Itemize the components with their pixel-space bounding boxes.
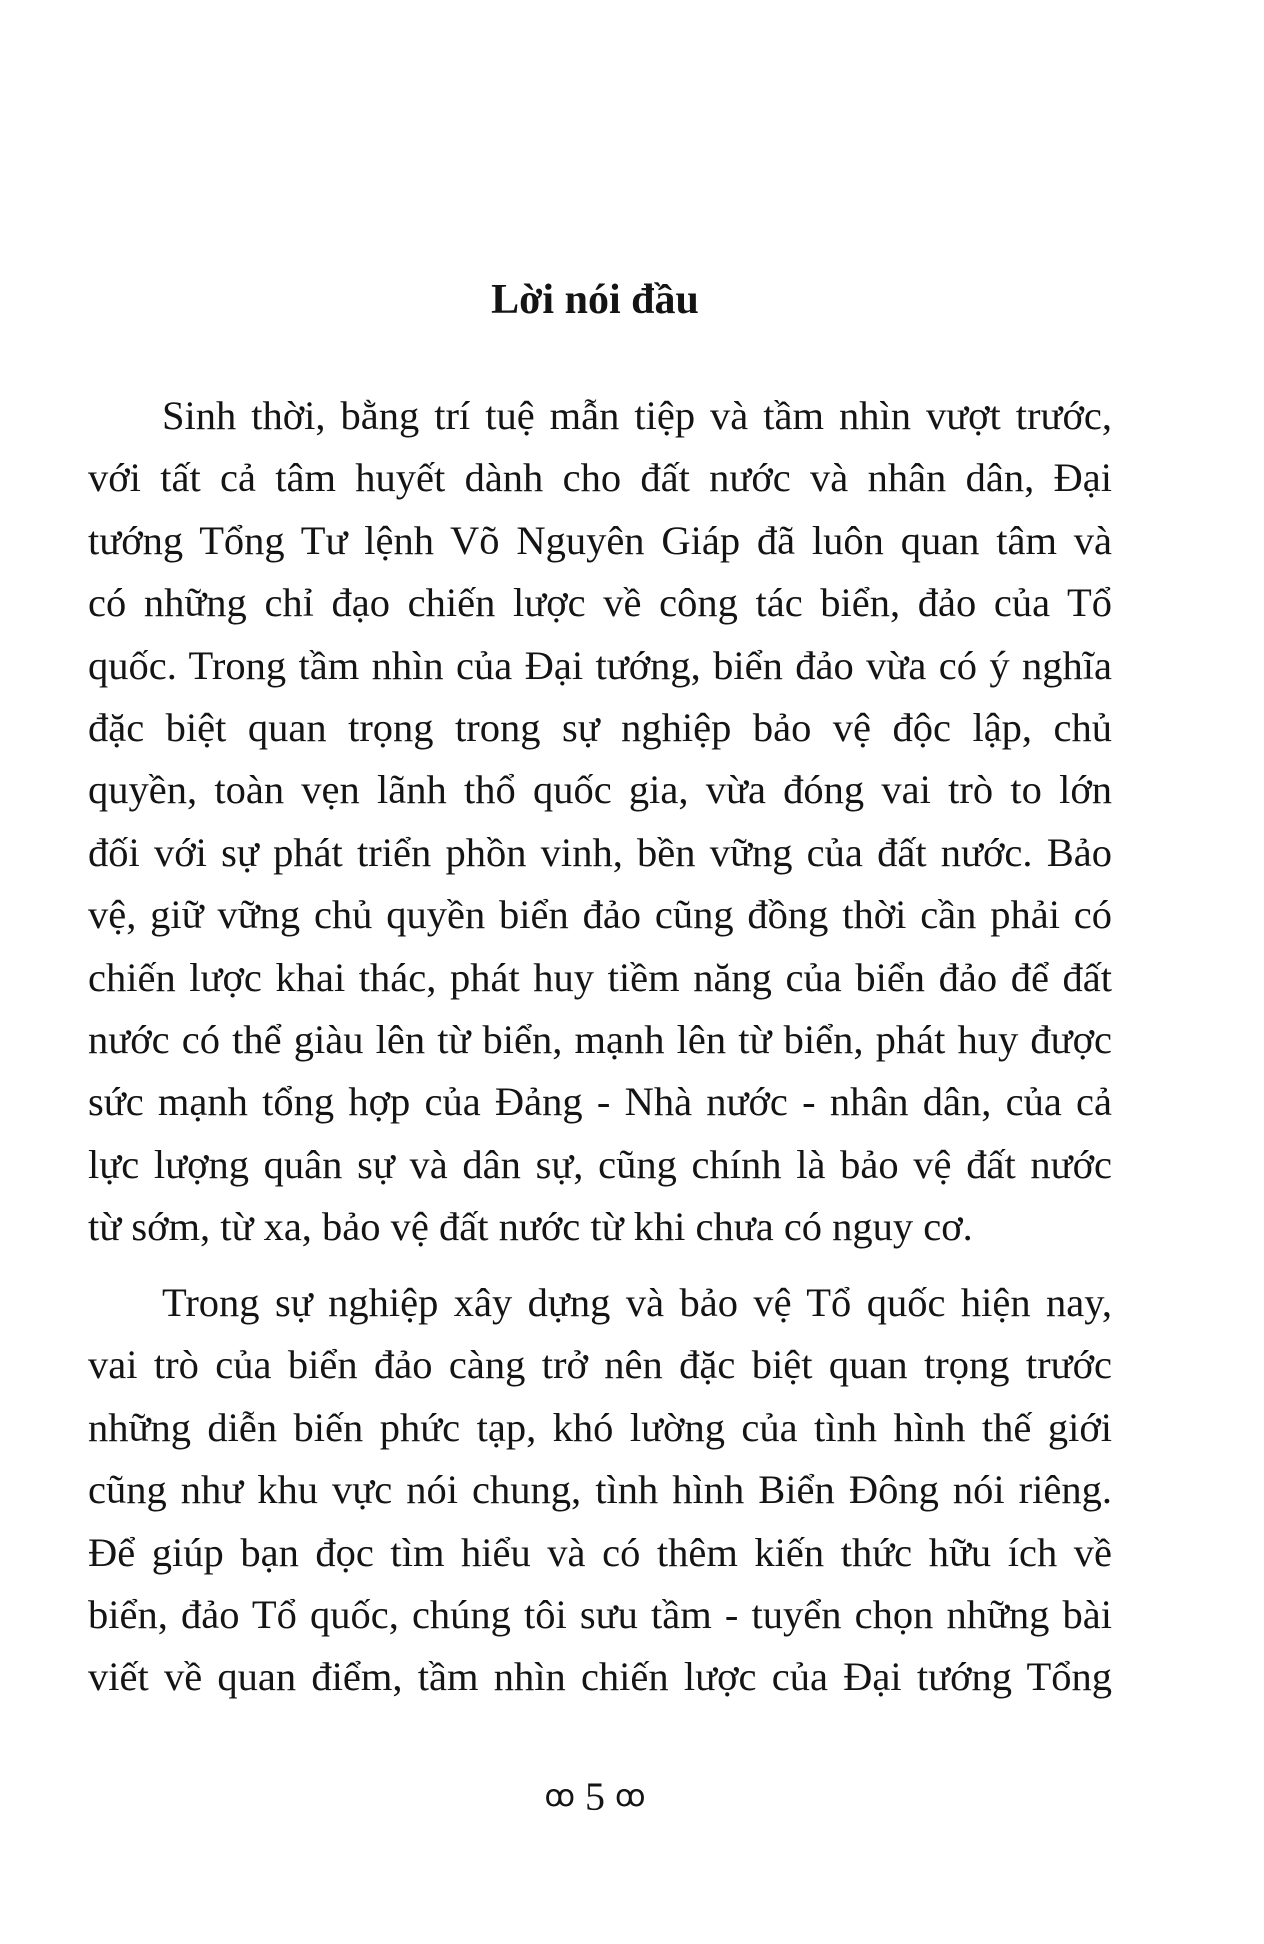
text-line: từ sớm, từ xa, bảo vệ đất nước từ khi chưa có nguy cơ. bbox=[88, 1204, 973, 1250]
text-line: vai trò của biển đảo càng trở nên đặc biệt quan trọng trước bbox=[88, 1342, 1112, 1388]
text-line: biển, đảo Tổ quốc, chúng tôi sưu tầm - tuyển chọn những bài bbox=[88, 1592, 1112, 1638]
text-line: sức mạnh tổng hợp của Đảng - Nhà nước - nhân dân, của cả bbox=[88, 1079, 1112, 1125]
page-number: 5 bbox=[585, 1774, 605, 1819]
page-footer bbox=[0, 1772, 1190, 1822]
text-line: chiến lược khai thác, phát huy tiềm năng của biển đảo để đất bbox=[88, 954, 1112, 1000]
text-line: với tất cả tâm huyết dành cho đất nước và nhân dân, Đại bbox=[88, 455, 1112, 501]
ornament-right-icon: ꝏ bbox=[615, 1779, 646, 1814]
page-title: Lời nói đầu bbox=[491, 277, 699, 323]
text-line: cũng như khu vực nói chung, tình hình Biển Đông nói riêng. bbox=[88, 1467, 1112, 1513]
text-line: có những chỉ đạo chiến lược về công tác biển, đảo của Tổ bbox=[88, 580, 1112, 626]
text-line: những diễn biến phức tạp, khó lường của tình hình thế giới bbox=[88, 1404, 1112, 1450]
paragraph-1 bbox=[88, 385, 1112, 1259]
text-line: Để giúp bạn đọc tìm hiểu và có thêm kiến thức hữu ích về bbox=[88, 1529, 1112, 1575]
text-line: lực lượng quân sự và dân sự, cũng chính là bảo vệ đất nước bbox=[88, 1141, 1112, 1187]
text-line: tướng Tổng Tư lệnh Võ Nguyên Giáp đã luôn quan tâm và bbox=[88, 517, 1112, 563]
text-line: quốc. Trong tầm nhìn của Đại tướng, biển đảo vừa có ý nghĩa bbox=[88, 642, 1112, 688]
paragraph-2 bbox=[88, 1272, 1112, 1709]
text-line: Trong sự nghiệp xây dựng và bảo vệ Tổ quốc hiện nay, bbox=[162, 1280, 1112, 1325]
text-line: quyền, toàn vẹn lãnh thổ quốc gia, vừa đóng vai trò to lớn bbox=[88, 767, 1112, 813]
text-line: vệ, giữ vững chủ quyền biển đảo cũng đồng thời cần phải có bbox=[88, 892, 1112, 938]
text-line: Sinh thời, bằng trí tuệ mẫn tiệp và tầm nhìn vượt trước, bbox=[162, 393, 1112, 438]
text-line: viết về quan điểm, tầm nhìn chiến lược của Đại tướng Tổng bbox=[88, 1654, 1112, 1700]
ornament-left-icon: ꝏ bbox=[544, 1779, 575, 1814]
text-line: nước có thể giàu lên từ biển, mạnh lên từ biển, phát huy được bbox=[88, 1017, 1112, 1063]
text-line: đặc biệt quan trọng trong sự nghiệp bảo vệ độc lập, chủ bbox=[88, 705, 1112, 751]
text-line: đối với sự phát triển phồn vinh, bền vững của đất nước. Bảo bbox=[88, 829, 1112, 875]
